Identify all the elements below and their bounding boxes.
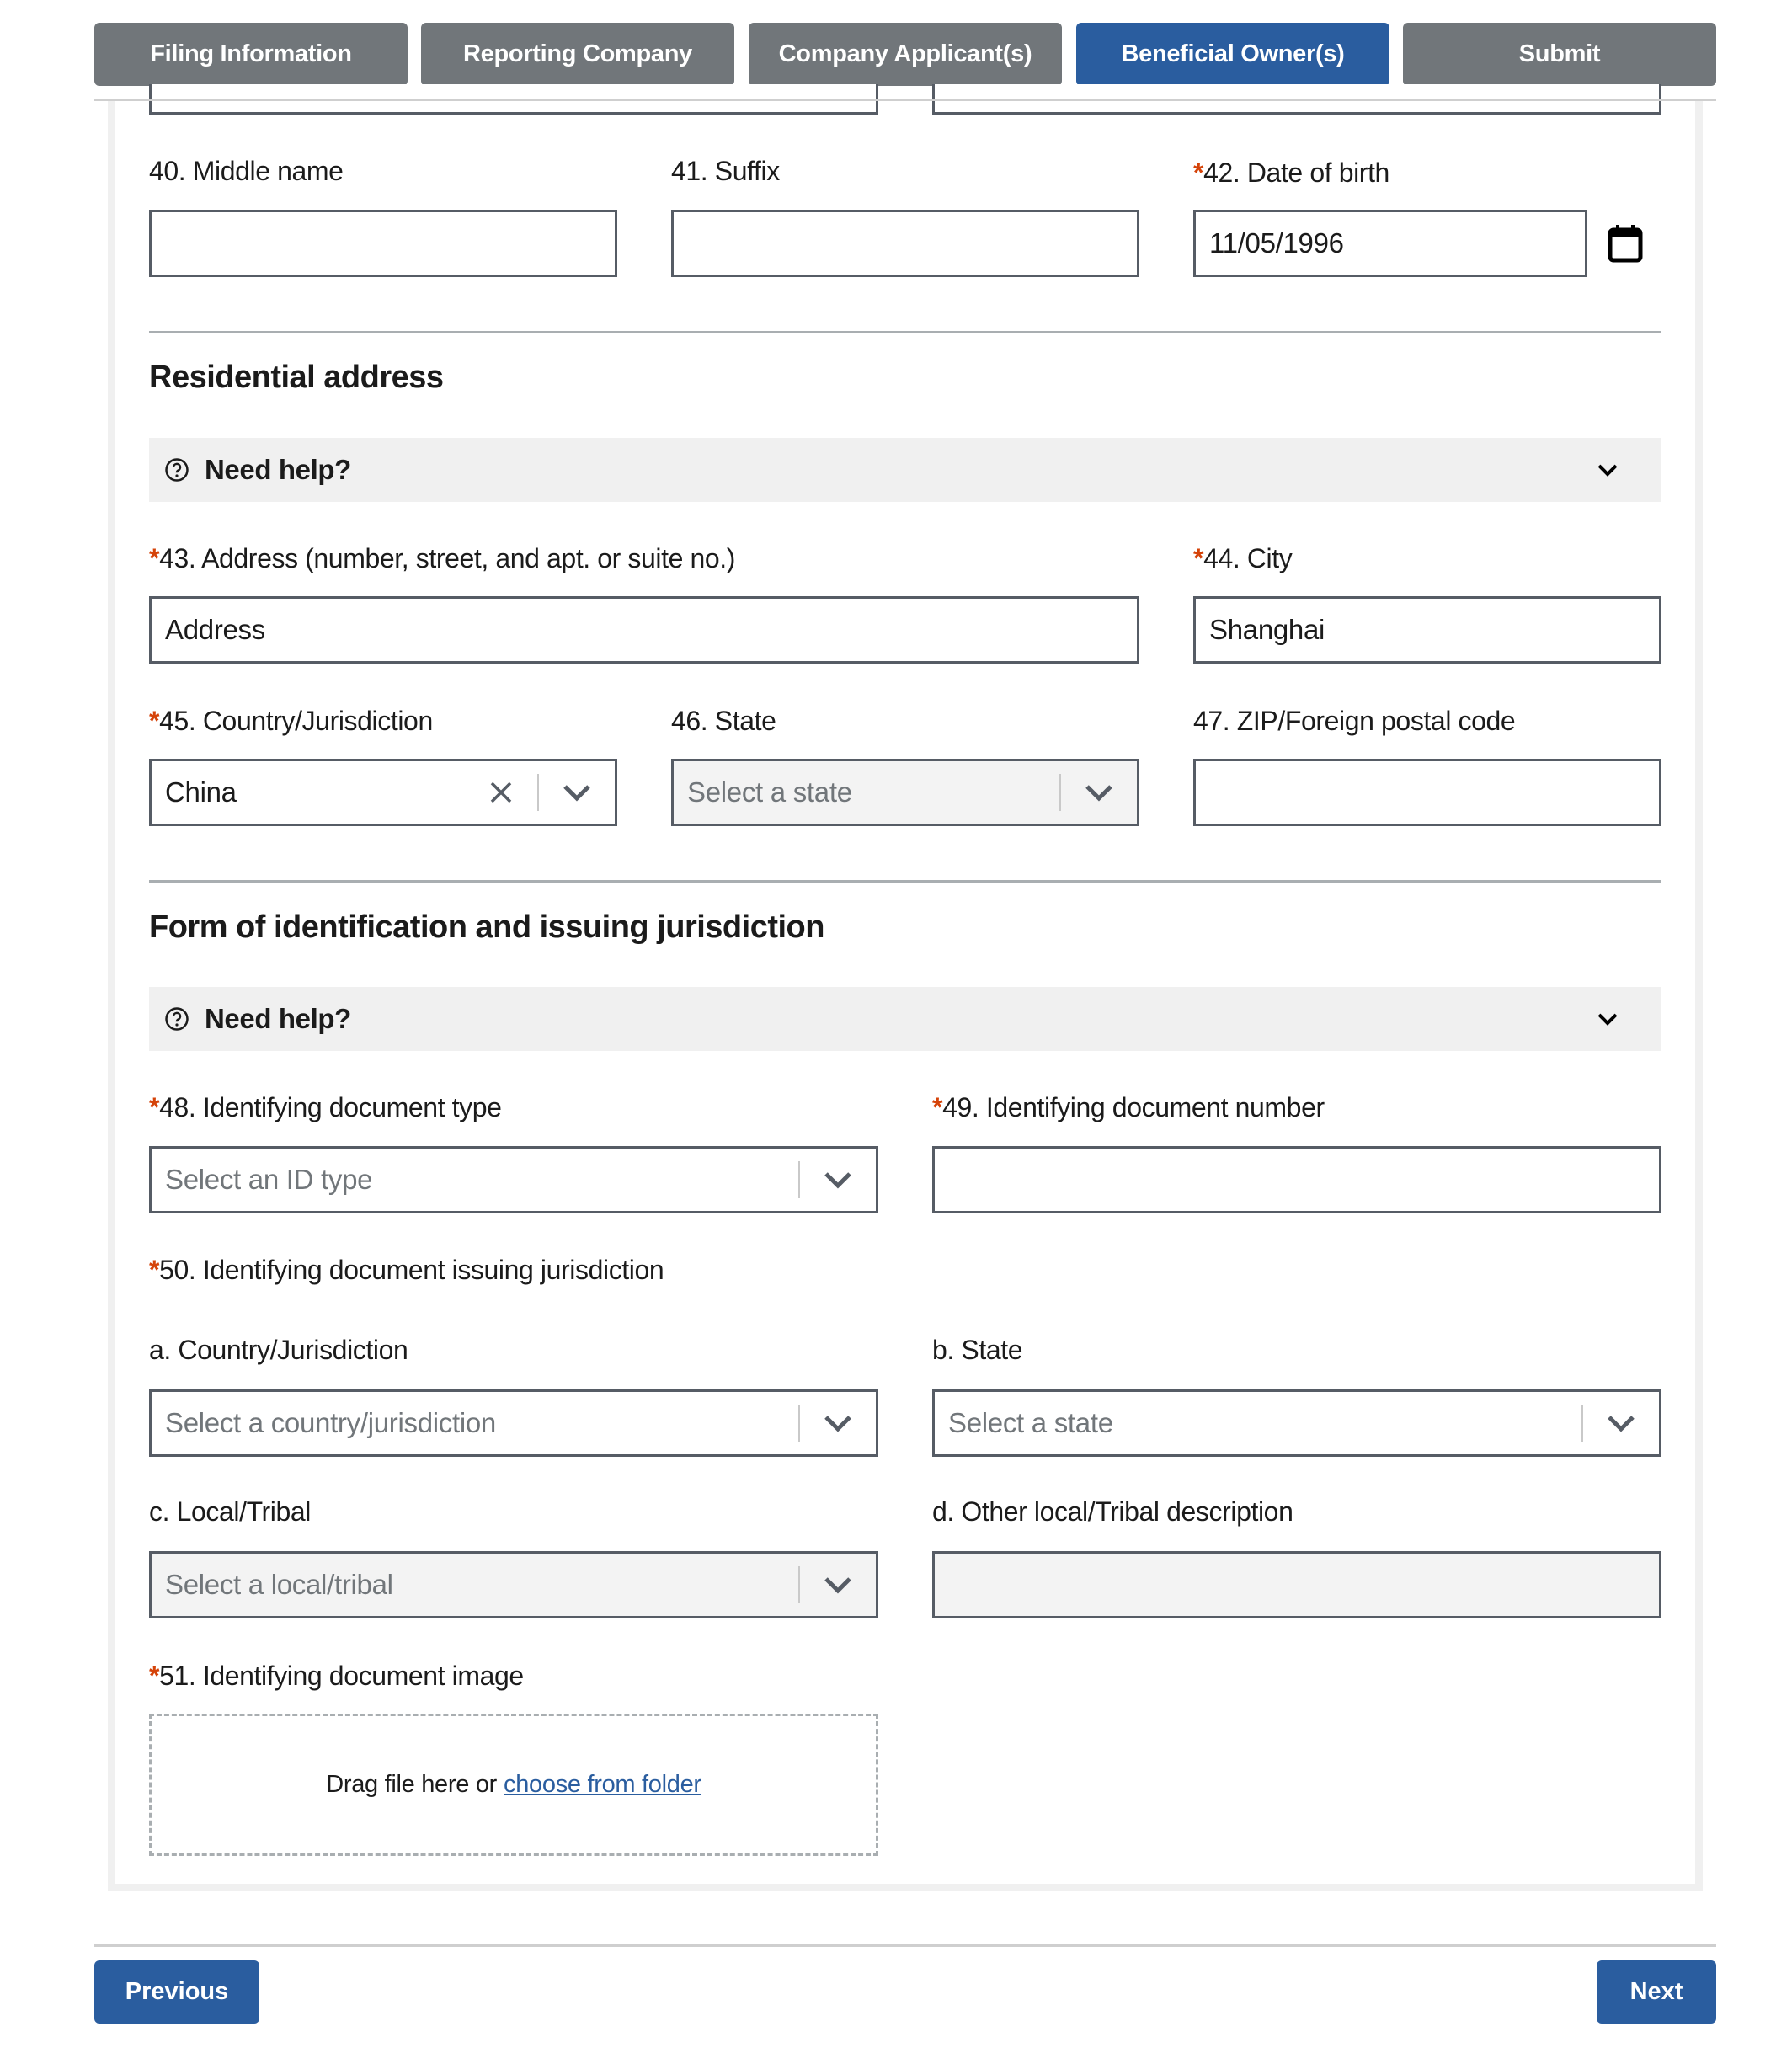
chevron-down-icon[interactable]	[800, 1392, 876, 1454]
doc-number-label	[932, 1092, 1325, 1123]
doc-image-label	[149, 1661, 524, 1692]
issuing-country-label: a. Country/Jurisdiction	[149, 1335, 408, 1365]
issuing-state-placeholder: Select a state	[948, 1407, 1113, 1438]
chevron-down-icon[interactable]	[1061, 761, 1137, 824]
dropzone-text: Drag file here or	[326, 1771, 498, 1798]
tab-submit[interactable]: Submit	[1403, 23, 1716, 86]
close-icon[interactable]	[465, 761, 537, 824]
required-marker: *	[1193, 157, 1204, 188]
choose-from-folder-link[interactable]: choose from folder	[504, 1771, 701, 1798]
address-label	[149, 543, 735, 574]
address-value: Address	[165, 614, 265, 645]
doc-image-dropzone[interactable]	[149, 1714, 878, 1856]
city-label-text: 44. City	[1203, 543, 1293, 573]
required-marker: *	[149, 543, 160, 573]
suffix-input[interactable]	[671, 210, 1139, 277]
tab-beneficial-owners[interactable]: Beneficial Owner(s)	[1076, 23, 1389, 86]
doc-number-input[interactable]	[932, 1146, 1661, 1213]
required-marker: *	[149, 1092, 160, 1122]
tab-filing-information[interactable]: Filing Information	[94, 23, 408, 86]
doc-number-label-text: 49. Identifying document number	[942, 1092, 1325, 1122]
city-value: Shanghai	[1209, 614, 1325, 645]
tab-reporting-company[interactable]: Reporting Company	[421, 23, 734, 86]
need-help-label: Need help?	[205, 454, 351, 485]
tabs-separator	[94, 99, 1716, 101]
other-tribal-label: d. Other local/Tribal description	[932, 1496, 1293, 1527]
date-of-birth-label	[1193, 157, 1389, 189]
chevron-down-icon	[1594, 1005, 1621, 1032]
previous-button[interactable]: Previous	[94, 1960, 259, 2024]
chevron-down-icon[interactable]	[800, 1149, 876, 1211]
issuing-state-label: b. State	[932, 1335, 1023, 1365]
chevron-down-icon	[1594, 456, 1621, 483]
doc-type-label	[149, 1092, 502, 1123]
middle-name-label: 40. Middle name	[149, 156, 344, 186]
required-marker: *	[932, 1092, 943, 1122]
state-select[interactable]	[671, 759, 1139, 826]
chevron-down-icon[interactable]	[1583, 1392, 1659, 1454]
required-marker: *	[1193, 543, 1204, 573]
zip-label: 47. ZIP/Foreign postal code	[1193, 706, 1516, 736]
suffix-label: 41. Suffix	[671, 156, 780, 186]
city-label	[1193, 543, 1292, 574]
issuing-jurisdiction-label	[149, 1255, 664, 1286]
country-label-text: 45. Country/Jurisdiction	[159, 706, 433, 736]
other-tribal-input[interactable]	[932, 1551, 1661, 1618]
doc-type-label-text: 48. Identifying document type	[159, 1092, 502, 1122]
issuing-jurisdiction-label-text: 50. Identifying document issuing jurisdiction	[159, 1255, 664, 1285]
local-tribal-placeholder: Select a local/tribal	[165, 1569, 393, 1600]
section-divider	[149, 331, 1661, 333]
chevron-down-icon[interactable]	[800, 1554, 876, 1616]
chevron-down-icon[interactable]	[539, 761, 615, 824]
doc-type-placeholder: Select an ID type	[165, 1164, 373, 1195]
required-marker: *	[149, 706, 160, 736]
section-divider	[149, 880, 1661, 883]
issuing-country-placeholder: Select a country/jurisdiction	[165, 1407, 496, 1438]
local-tribal-label: c. Local/Tribal	[149, 1496, 312, 1527]
residential-address-heading: Residential address	[149, 360, 444, 395]
country-label	[149, 706, 433, 737]
footer-divider	[94, 1944, 1716, 1947]
required-marker: *	[149, 1255, 160, 1285]
state-placeholder: Select a state	[687, 776, 852, 808]
next-button[interactable]: Next	[1597, 1960, 1716, 2024]
country-value: China	[165, 776, 237, 808]
identification-need-help-accordion[interactable]	[149, 987, 1661, 1051]
city-input[interactable]	[1193, 596, 1661, 664]
doc-type-select[interactable]	[149, 1146, 878, 1213]
question-circle-icon	[164, 1006, 189, 1032]
date-of-birth-input[interactable]	[1193, 210, 1587, 277]
identification-heading: Form of identification and issuing jurisdiction	[149, 909, 824, 945]
date-of-birth-value: 11/05/1996	[1209, 227, 1344, 259]
required-marker: *	[149, 1661, 160, 1691]
country-select[interactable]	[149, 759, 617, 826]
doc-image-label-text: 51. Identifying document image	[159, 1661, 524, 1691]
local-tribal-select[interactable]	[149, 1551, 878, 1618]
residential-need-help-accordion[interactable]	[149, 438, 1661, 502]
address-input[interactable]	[149, 596, 1139, 664]
issuing-country-select[interactable]	[149, 1389, 878, 1457]
zip-input[interactable]	[1193, 759, 1661, 826]
address-label-text: 43. Address (number, street, and apt. or suite no.)	[159, 543, 736, 573]
question-circle-icon	[164, 457, 189, 483]
need-help-label: Need help?	[205, 1003, 351, 1034]
issuing-state-select[interactable]	[932, 1389, 1661, 1457]
tab-company-applicants[interactable]: Company Applicant(s)	[749, 23, 1062, 86]
middle-name-input[interactable]	[149, 210, 617, 277]
date-of-birth-label-text: 42. Date of birth	[1203, 157, 1389, 188]
state-label: 46. State	[671, 706, 776, 736]
calendar-icon[interactable]	[1607, 223, 1644, 264]
